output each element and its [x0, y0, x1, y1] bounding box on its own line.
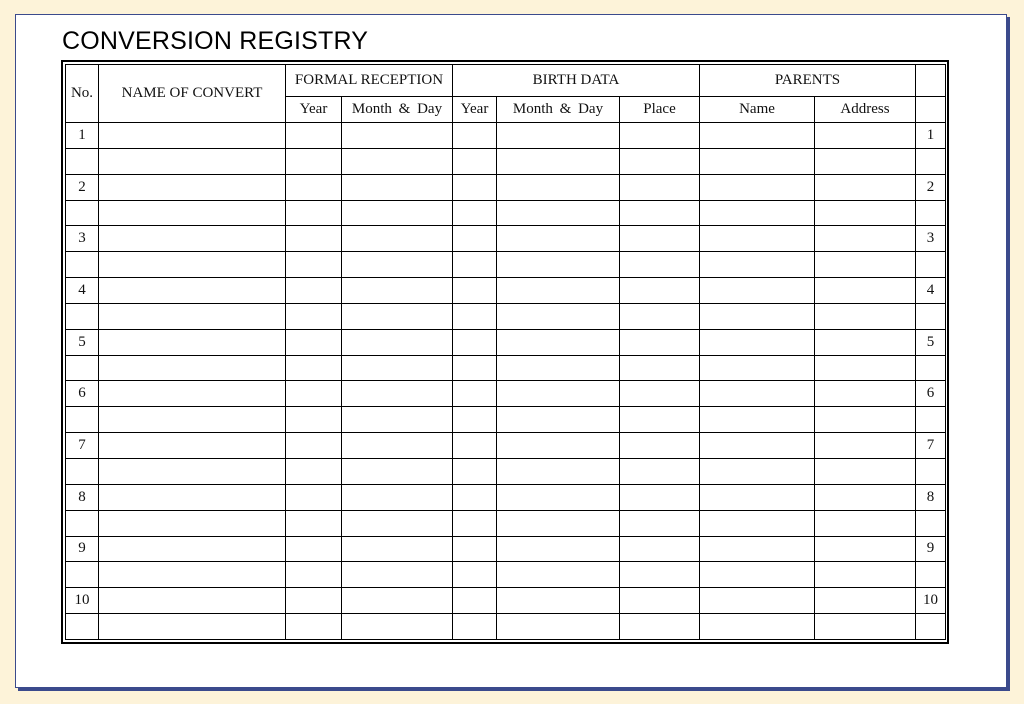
entry-cell[interactable]: [815, 407, 916, 433]
entry-cell[interactable]: [286, 381, 342, 407]
entry-cell[interactable]: [99, 536, 286, 562]
entry-cell[interactable]: [286, 407, 342, 433]
registry-frame: [61, 60, 949, 644]
entry-cell[interactable]: [497, 355, 620, 381]
entry-number-right: 2: [916, 174, 946, 200]
entry-cell[interactable]: [99, 303, 286, 329]
entry-cell[interactable]: [286, 562, 342, 588]
entry-cell[interactable]: [342, 614, 453, 640]
entry-cell[interactable]: [66, 148, 99, 174]
entry-cell[interactable]: [342, 355, 453, 381]
entry-cell[interactable]: [286, 174, 342, 200]
header-bd-place: Place: [620, 97, 700, 123]
header-right-blank: [916, 65, 946, 97]
entry-cell[interactable]: [916, 252, 946, 278]
entry-cell[interactable]: [916, 407, 946, 433]
table-row: [66, 123, 946, 149]
entry-cell[interactable]: [815, 200, 916, 226]
entry-cell[interactable]: [99, 381, 286, 407]
entry-cell[interactable]: [99, 407, 286, 433]
entry-cell[interactable]: [916, 200, 946, 226]
entry-cell[interactable]: [620, 148, 700, 174]
entry-cell[interactable]: [916, 148, 946, 174]
entry-cell[interactable]: [497, 303, 620, 329]
entry-cell[interactable]: [700, 484, 815, 510]
header-right-blank-sub: [916, 97, 946, 123]
entry-cell[interactable]: [99, 148, 286, 174]
table-row: [66, 355, 946, 381]
entry-cell[interactable]: [342, 510, 453, 536]
entry-cell[interactable]: [620, 252, 700, 278]
entry-cell[interactable]: [342, 226, 453, 252]
entry-cell[interactable]: [453, 200, 497, 226]
entry-cell[interactable]: [453, 588, 497, 614]
entry-cell[interactable]: [342, 278, 453, 304]
entry-number-right: 10: [916, 588, 946, 614]
entry-cell[interactable]: [342, 484, 453, 510]
entry-cell[interactable]: [66, 562, 99, 588]
entry-cell[interactable]: [99, 458, 286, 484]
entry-cell[interactable]: [342, 329, 453, 355]
entry-cell[interactable]: [286, 123, 342, 149]
header-parents: PARENTS: [700, 65, 916, 97]
entry-number-right: 7: [916, 433, 946, 459]
entry-cell[interactable]: [66, 407, 99, 433]
entry-cell[interactable]: [700, 433, 815, 459]
entry-cell[interactable]: [342, 381, 453, 407]
entry-cell[interactable]: [815, 381, 916, 407]
entry-cell[interactable]: [815, 614, 916, 640]
table-row: [66, 510, 946, 536]
entry-cell[interactable]: [620, 458, 700, 484]
header-parent-name: Name: [700, 97, 815, 123]
entry-cell[interactable]: [453, 433, 497, 459]
entry-cell[interactable]: [497, 458, 620, 484]
entry-cell[interactable]: [815, 510, 916, 536]
entry-cell[interactable]: [453, 303, 497, 329]
entry-cell[interactable]: [453, 278, 497, 304]
entry-cell[interactable]: [342, 407, 453, 433]
entry-number-right: 8: [916, 484, 946, 510]
entry-number-right: 5: [916, 329, 946, 355]
table-row: [66, 407, 946, 433]
entry-cell[interactable]: [700, 252, 815, 278]
entry-cell[interactable]: [620, 433, 700, 459]
entry-cell[interactable]: [497, 226, 620, 252]
entry-cell[interactable]: [99, 174, 286, 200]
table-row: [66, 562, 946, 588]
entry-number: 3: [66, 226, 99, 252]
entry-cell[interactable]: [453, 226, 497, 252]
entry-cell[interactable]: [620, 123, 700, 149]
entry-cell[interactable]: [497, 614, 620, 640]
entry-cell[interactable]: [497, 588, 620, 614]
page-title: CONVERSION REGISTRY: [62, 27, 369, 55]
registry-table: [65, 64, 946, 640]
table-row: [66, 484, 946, 510]
entry-cell[interactable]: [916, 303, 946, 329]
entry-cell[interactable]: [99, 329, 286, 355]
entry-cell[interactable]: [916, 510, 946, 536]
entry-cell[interactable]: [700, 329, 815, 355]
entry-cell[interactable]: [700, 148, 815, 174]
entry-cell[interactable]: [99, 614, 286, 640]
entry-cell[interactable]: [99, 484, 286, 510]
table-row: [66, 329, 946, 355]
table-row: [66, 303, 946, 329]
entry-number: 5: [66, 329, 99, 355]
entry-cell[interactable]: [700, 123, 815, 149]
entry-cell[interactable]: [700, 562, 815, 588]
header-name-of-convert: NAME OF CONVERT: [99, 65, 286, 123]
entry-cell[interactable]: [700, 174, 815, 200]
registry-sheet: [15, 14, 1007, 688]
entry-cell[interactable]: [453, 458, 497, 484]
entry-cell[interactable]: [497, 510, 620, 536]
entry-cell[interactable]: [453, 562, 497, 588]
entry-number-right: 1: [916, 123, 946, 149]
entry-cell[interactable]: [916, 458, 946, 484]
entry-cell[interactable]: [66, 303, 99, 329]
entry-cell[interactable]: [342, 562, 453, 588]
entry-cell[interactable]: [286, 614, 342, 640]
entry-cell[interactable]: [497, 252, 620, 278]
entry-cell[interactable]: [815, 458, 916, 484]
entry-cell[interactable]: [99, 252, 286, 278]
entry-cell[interactable]: [700, 355, 815, 381]
entry-cell[interactable]: [99, 278, 286, 304]
entry-cell[interactable]: [815, 562, 916, 588]
entry-cell[interactable]: [700, 588, 815, 614]
table-row: [66, 200, 946, 226]
entry-cell[interactable]: [815, 355, 916, 381]
entry-cell[interactable]: [342, 536, 453, 562]
entry-cell[interactable]: [700, 510, 815, 536]
entry-number-right: 6: [916, 381, 946, 407]
header-bd-month-day: Month & Day: [497, 97, 620, 123]
entry-number: 6: [66, 381, 99, 407]
entry-cell[interactable]: [620, 562, 700, 588]
entry-cell[interactable]: [815, 433, 916, 459]
entry-cell[interactable]: [620, 329, 700, 355]
entry-cell[interactable]: [700, 226, 815, 252]
entry-cell[interactable]: [453, 148, 497, 174]
entry-cell[interactable]: [700, 278, 815, 304]
entry-number: 10: [66, 588, 99, 614]
entry-cell[interactable]: [453, 123, 497, 149]
entry-cell[interactable]: [286, 252, 342, 278]
header-birth-data: BIRTH DATA: [453, 65, 700, 97]
entry-cell[interactable]: [620, 407, 700, 433]
entry-cell[interactable]: [497, 174, 620, 200]
entry-cell[interactable]: [815, 123, 916, 149]
table-row: [66, 614, 946, 640]
entry-cell[interactable]: [620, 588, 700, 614]
entry-cell[interactable]: [453, 329, 497, 355]
header-row-top: [66, 65, 946, 97]
entry-cell[interactable]: [815, 536, 916, 562]
table-row: [66, 588, 946, 614]
entry-number: 8: [66, 484, 99, 510]
entry-cell[interactable]: [342, 123, 453, 149]
header-parent-address: Address: [815, 97, 916, 123]
entry-cell[interactable]: [453, 510, 497, 536]
entry-cell[interactable]: [286, 278, 342, 304]
entry-cell[interactable]: [620, 381, 700, 407]
entry-cell[interactable]: [66, 252, 99, 278]
entry-cell[interactable]: [342, 588, 453, 614]
entry-cell[interactable]: [286, 458, 342, 484]
entry-cell[interactable]: [286, 536, 342, 562]
entry-cell[interactable]: [497, 148, 620, 174]
entry-cell[interactable]: [99, 200, 286, 226]
entry-number: 9: [66, 536, 99, 562]
entry-cell[interactable]: [99, 355, 286, 381]
entry-cell[interactable]: [342, 303, 453, 329]
entry-cell[interactable]: [342, 252, 453, 278]
entry-cell[interactable]: [620, 226, 700, 252]
table-row: [66, 148, 946, 174]
entry-cell[interactable]: [99, 588, 286, 614]
entry-cell[interactable]: [453, 355, 497, 381]
header-fr-year: Year: [286, 97, 342, 123]
entry-cell[interactable]: [700, 303, 815, 329]
entry-cell[interactable]: [916, 355, 946, 381]
entry-cell[interactable]: [66, 458, 99, 484]
entry-cell[interactable]: [497, 484, 620, 510]
entry-cell[interactable]: [916, 614, 946, 640]
entry-cell[interactable]: [497, 407, 620, 433]
entry-cell[interactable]: [66, 355, 99, 381]
entry-number: 4: [66, 278, 99, 304]
entry-cell[interactable]: [497, 562, 620, 588]
entry-cell[interactable]: [453, 407, 497, 433]
entry-cell[interactable]: [286, 588, 342, 614]
table-row: [66, 536, 946, 562]
entry-cell[interactable]: [453, 381, 497, 407]
entry-cell[interactable]: [620, 614, 700, 640]
entry-cell[interactable]: [286, 329, 342, 355]
entry-cell[interactable]: [815, 252, 916, 278]
entry-cell[interactable]: [66, 200, 99, 226]
entry-cell[interactable]: [497, 433, 620, 459]
entry-cell[interactable]: [916, 562, 946, 588]
entry-cell[interactable]: [620, 303, 700, 329]
entry-cell[interactable]: [497, 278, 620, 304]
table-row: [66, 252, 946, 278]
entry-cell[interactable]: [99, 226, 286, 252]
entry-cell[interactable]: [99, 510, 286, 536]
entry-cell[interactable]: [286, 148, 342, 174]
entry-cell[interactable]: [99, 123, 286, 149]
entry-cell[interactable]: [497, 536, 620, 562]
entry-cell[interactable]: [66, 614, 99, 640]
table-row: [66, 433, 946, 459]
entry-cell[interactable]: [620, 510, 700, 536]
entry-cell[interactable]: [66, 510, 99, 536]
entry-cell[interactable]: [815, 588, 916, 614]
entry-cell[interactable]: [286, 226, 342, 252]
entry-cell[interactable]: [286, 484, 342, 510]
entry-number: 2: [66, 174, 99, 200]
entry-number-right: 9: [916, 536, 946, 562]
table-row: [66, 381, 946, 407]
entry-cell[interactable]: [700, 458, 815, 484]
entry-cell[interactable]: [342, 148, 453, 174]
entry-cell[interactable]: [453, 484, 497, 510]
entry-cell[interactable]: [620, 200, 700, 226]
entry-cell[interactable]: [700, 407, 815, 433]
table-row: [66, 458, 946, 484]
entry-cell[interactable]: [815, 174, 916, 200]
entry-cell[interactable]: [342, 200, 453, 226]
entry-cell[interactable]: [453, 614, 497, 640]
entry-cell[interactable]: [620, 278, 700, 304]
table-row: [66, 226, 946, 252]
registry-body: [66, 123, 946, 640]
entry-number-right: 3: [916, 226, 946, 252]
entry-cell[interactable]: [342, 458, 453, 484]
entry-number-right: 4: [916, 278, 946, 304]
entry-cell[interactable]: [815, 329, 916, 355]
entry-cell[interactable]: [453, 252, 497, 278]
header-formal-reception: FORMAL RECEPTION: [286, 65, 453, 97]
entry-cell[interactable]: [700, 614, 815, 640]
entry-cell[interactable]: [620, 484, 700, 510]
entry-cell[interactable]: [497, 123, 620, 149]
entry-cell[interactable]: [286, 355, 342, 381]
header-fr-month-day: Month & Day: [342, 97, 453, 123]
entry-number: 7: [66, 433, 99, 459]
entry-cell[interactable]: [497, 381, 620, 407]
entry-cell[interactable]: [286, 303, 342, 329]
entry-cell[interactable]: [700, 381, 815, 407]
entry-cell[interactable]: [700, 200, 815, 226]
header-no: No.: [66, 65, 99, 123]
entry-cell[interactable]: [620, 536, 700, 562]
entry-cell[interactable]: [453, 536, 497, 562]
entry-cell[interactable]: [620, 174, 700, 200]
entry-number: 1: [66, 123, 99, 149]
entry-cell[interactable]: [99, 433, 286, 459]
table-row: [66, 174, 946, 200]
header-bd-year: Year: [453, 97, 497, 123]
entry-cell[interactable]: [815, 148, 916, 174]
entry-cell[interactable]: [342, 433, 453, 459]
entry-cell[interactable]: [99, 562, 286, 588]
entry-cell[interactable]: [286, 510, 342, 536]
entry-cell[interactable]: [815, 278, 916, 304]
entry-cell[interactable]: [342, 174, 453, 200]
entry-cell[interactable]: [700, 536, 815, 562]
entry-cell[interactable]: [497, 200, 620, 226]
entry-cell[interactable]: [815, 303, 916, 329]
entry-cell[interactable]: [815, 226, 916, 252]
entry-cell[interactable]: [286, 200, 342, 226]
entry-cell[interactable]: [815, 484, 916, 510]
entry-cell[interactable]: [620, 355, 700, 381]
table-row: [66, 278, 946, 304]
entry-cell[interactable]: [453, 174, 497, 200]
entry-cell[interactable]: [497, 329, 620, 355]
entry-cell[interactable]: [286, 433, 342, 459]
